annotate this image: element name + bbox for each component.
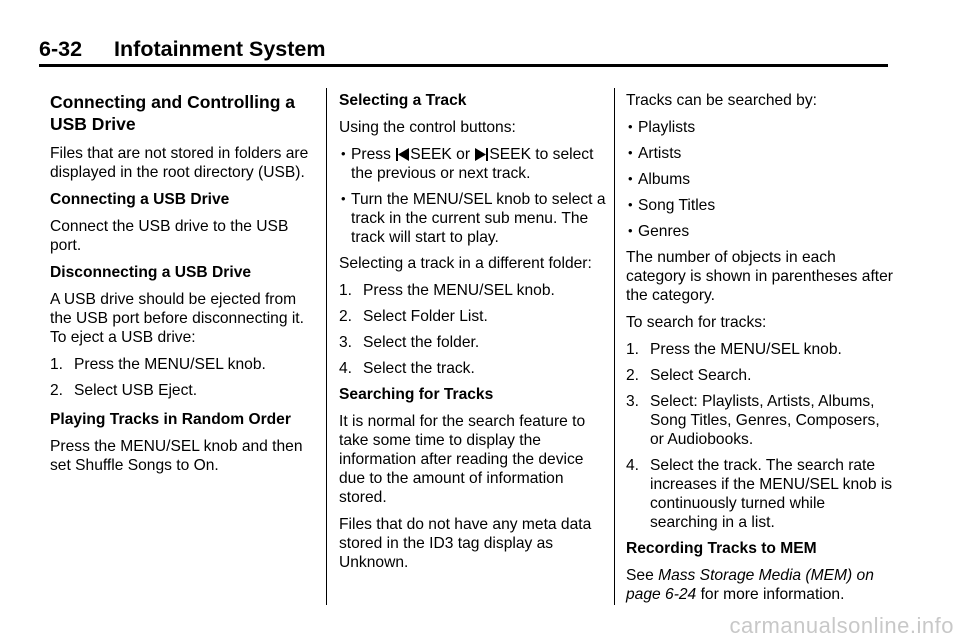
list-item: 1. Press the MENU/SEL knob.	[626, 341, 842, 358]
list-item: 1. Press the MENU/SEL knob.	[339, 282, 555, 299]
page-header	[39, 36, 888, 62]
connecting-heading: Connecting a USB Drive	[50, 191, 230, 208]
list-item: 4. Select the track.	[339, 360, 475, 377]
selecting-track-heading: Selecting a Track	[339, 92, 467, 109]
bullet-icon: •	[628, 145, 633, 160]
bullet-icon: •	[341, 146, 346, 161]
bullet-icon: •	[628, 119, 633, 134]
watermark: carmanualsonline.info	[729, 613, 954, 638]
disconnecting-text: A USB drive should be ejected from the USB port before disconnecting it. To eject a USB drive:	[50, 291, 304, 346]
seek-back-icon	[396, 148, 409, 161]
column-divider-1	[326, 88, 327, 605]
recording-mem-heading: Recording Tracks to MEM	[626, 540, 817, 557]
list-item: • Albums	[628, 171, 690, 188]
list-item: • Press SEEK or SEEK to select the previous or next track.	[341, 146, 594, 182]
section-title: Infotainment System	[114, 37, 326, 61]
list-item: 2. Select USB Eject.	[50, 382, 198, 399]
searching-text: It is normal for the search feature to take some time to display the information after reading the device due to the amount of information stored.	[339, 413, 586, 506]
usb-drive-heading: Connecting and Controlling a USB Drive	[50, 92, 295, 134]
list-item: 1. Press the MENU/SEL knob.	[50, 356, 266, 373]
root-directory-text: Files that are not stored in folders are displayed in the root directory (USB).	[50, 145, 309, 181]
list-item: • Song Titles	[628, 197, 716, 214]
connecting-text: Connect the USB drive to the USB port.	[50, 218, 289, 254]
list-item: 3. Select: Playlists, Artists, Albums, Song Titles, Genres, Composers, or Audiobooks.	[626, 393, 880, 448]
bullet-icon: •	[341, 191, 346, 206]
header-title	[39, 36, 888, 62]
search-by-intro: Tracks can be searched by:	[626, 92, 817, 109]
header-rule	[39, 64, 888, 67]
meta-data-text: Files that do not have any meta data stored in the ID3 tag display as Unknown.	[339, 516, 592, 571]
column-2	[339, 91, 607, 580]
column-1	[50, 91, 315, 483]
list-item: • Genres	[628, 223, 690, 240]
list-item: • Turn the MENU/SEL knob to select a track in the current sub menu. The track will start to play.	[341, 191, 606, 246]
mem-cross-reference: Mass Storage Media (MEM) on page 6-24	[626, 567, 874, 603]
bullet-icon: •	[628, 223, 633, 238]
bullet-icon: •	[628, 197, 633, 212]
different-folder-intro: Selecting a track in a different folder:	[339, 255, 592, 272]
list-item: • Playlists	[628, 119, 696, 136]
random-order-heading: Playing Tracks in Random Order	[50, 411, 291, 428]
searching-heading: Searching for Tracks	[339, 386, 494, 403]
column-divider-2	[614, 88, 615, 605]
category-count-text: The number of objects in each category is shown in parentheses after the category.	[626, 249, 893, 304]
list-item: • Artists	[628, 145, 682, 162]
list-item: 2. Select Search.	[626, 367, 752, 384]
control-buttons-intro: Using the control buttons:	[339, 119, 516, 136]
page-number: 6-32	[39, 37, 83, 61]
list-item: 4. Select the track. The search rate increases if the MENU/SEL knob is continuously turned while searching in a list.	[626, 457, 893, 531]
disconnecting-heading: Disconnecting a USB Drive	[50, 264, 252, 281]
random-order-text: Press the MENU/SEL knob and then set Shuffle Songs to On.	[50, 438, 303, 474]
bullet-icon: •	[628, 171, 633, 186]
list-item: 2. Select Folder List.	[339, 308, 488, 325]
seek-forward-icon	[475, 148, 488, 161]
list-item: 3. Select the folder.	[339, 334, 480, 351]
mem-reference-text: See Mass Storage Media (MEM) on page 6-24 for more information.	[626, 567, 874, 603]
search-tracks-intro: To search for tracks:	[626, 314, 767, 331]
column-3	[626, 91, 894, 612]
